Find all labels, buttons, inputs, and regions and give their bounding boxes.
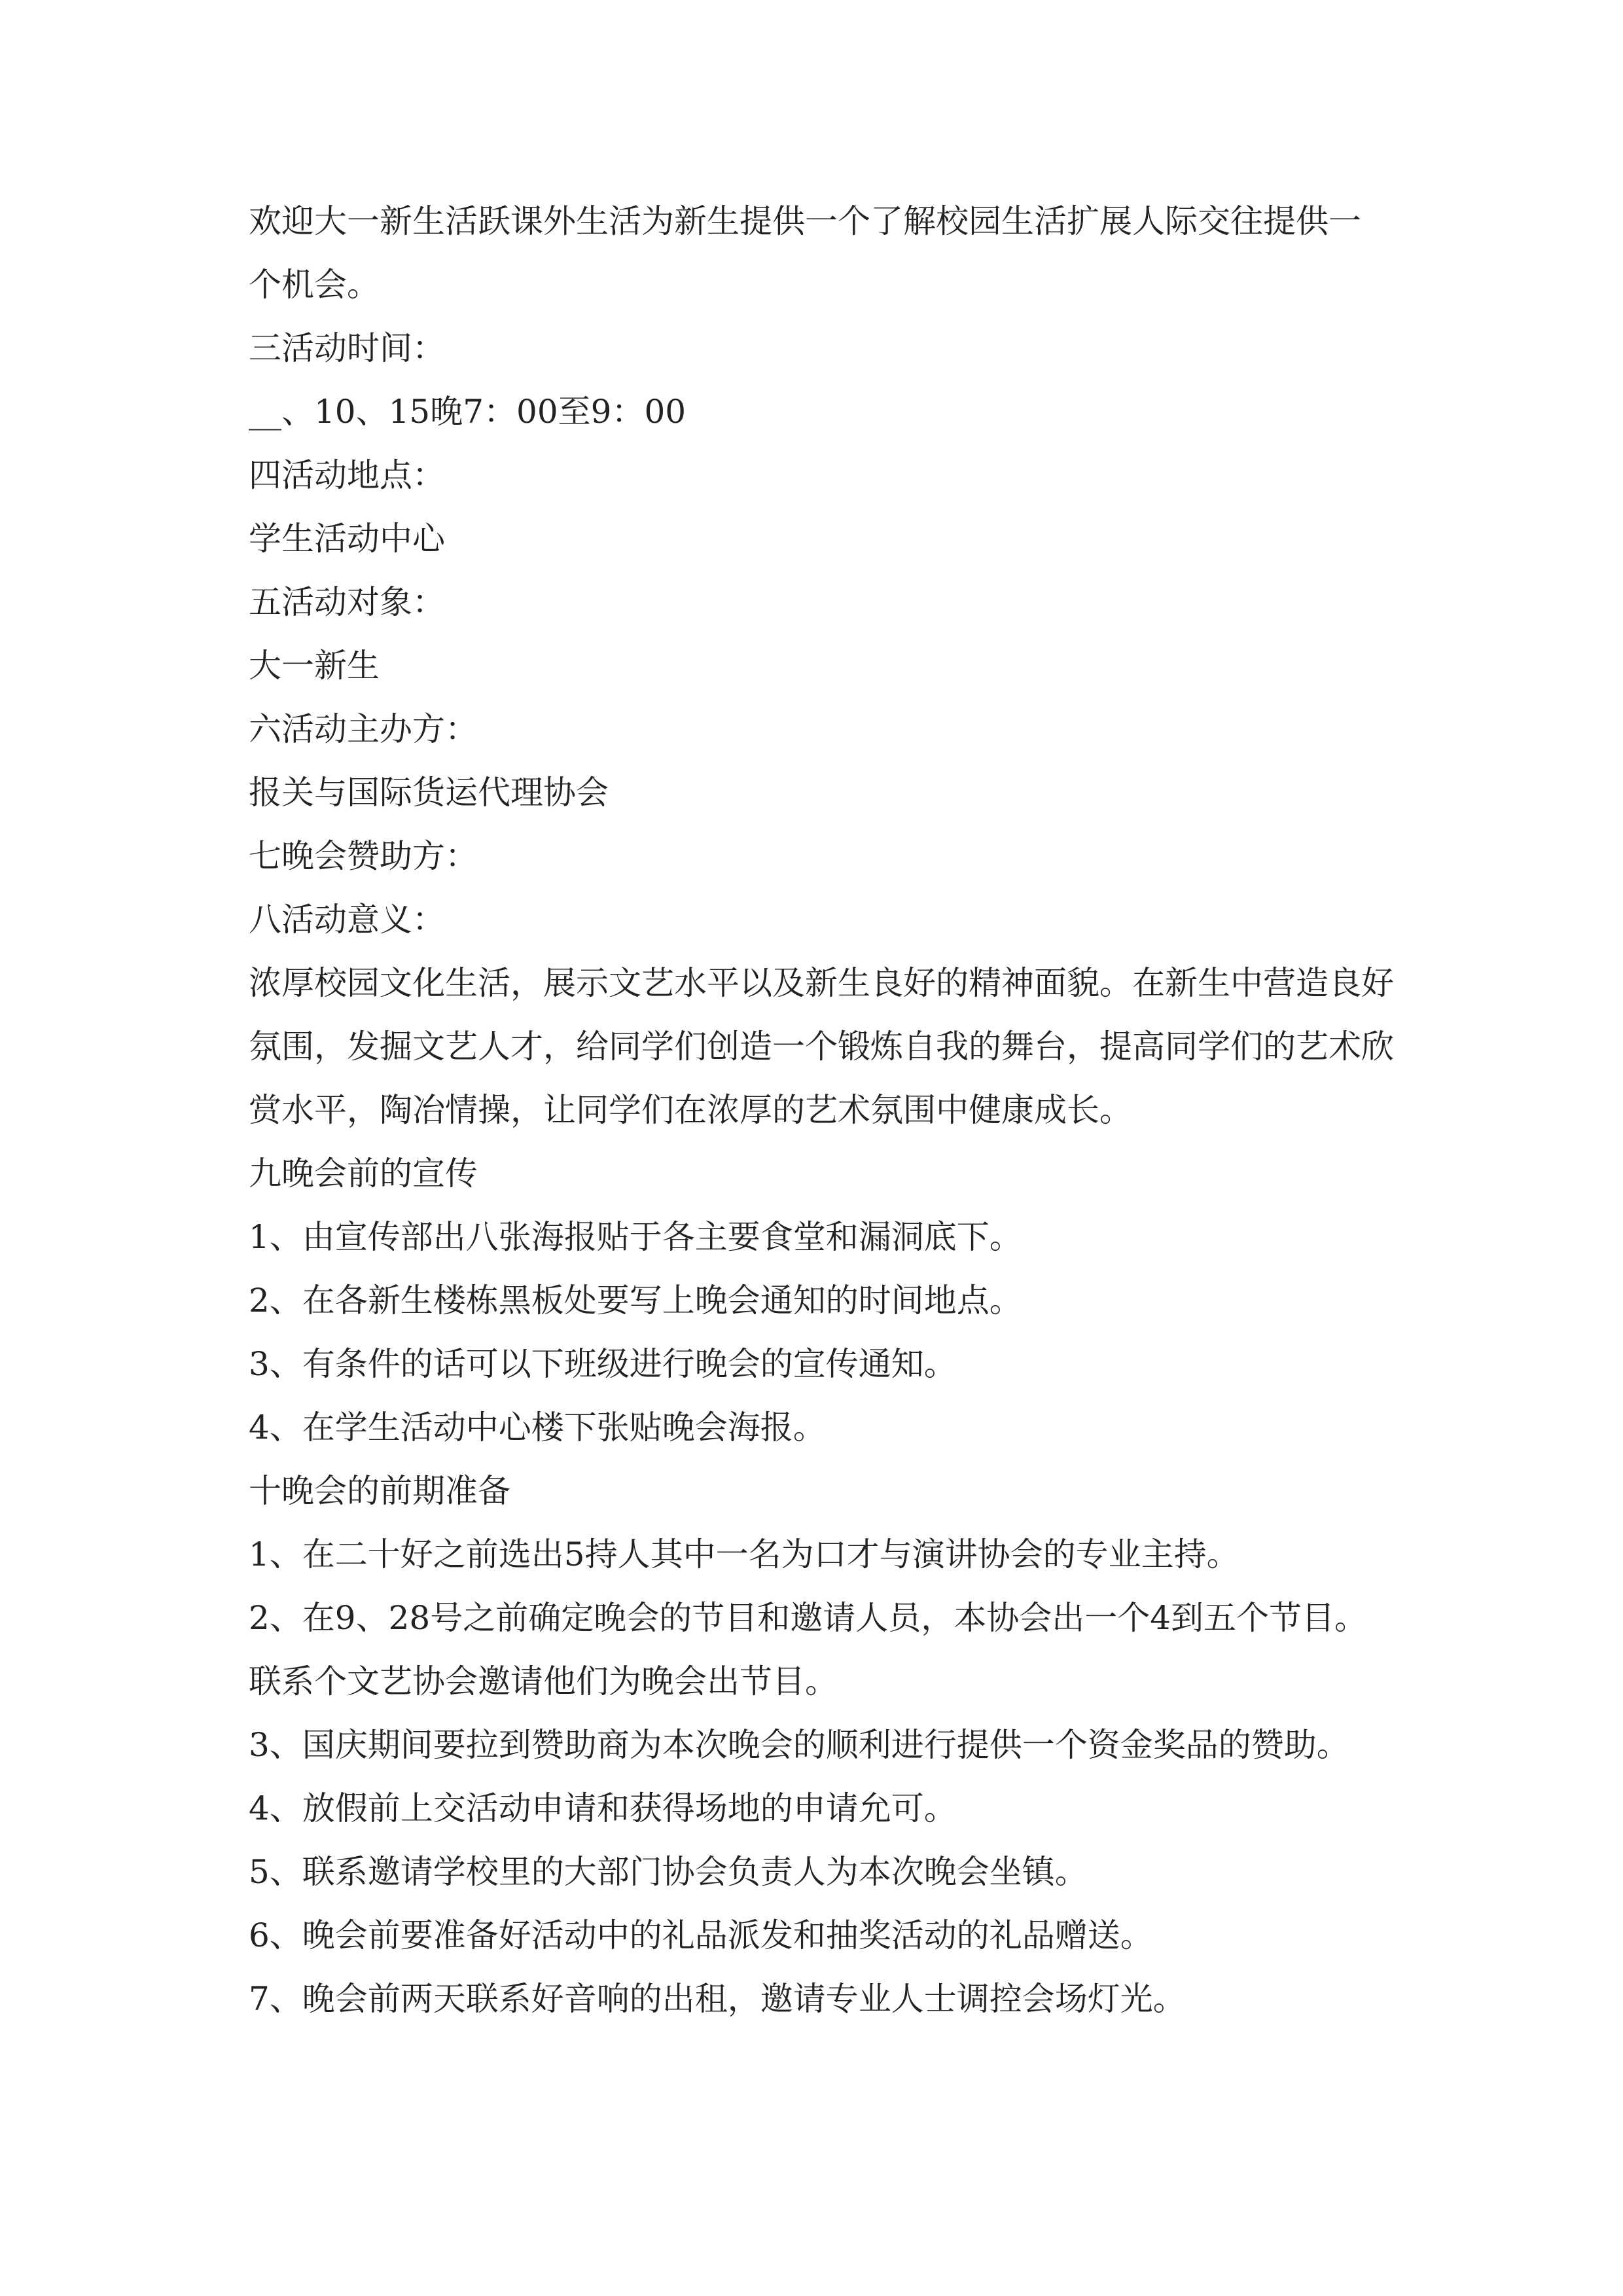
- publicity-item-3: 3、有条件的话可以下班级进行晚会的宣传通知。: [249, 1345, 957, 1383]
- section-heading-audience: 五活动对象：: [249, 583, 445, 621]
- significance-line-1: 浓厚校园文化生活，展示文艺水平以及新生良好的精神面貌。在新生中营造良好: [249, 964, 1394, 1002]
- preparation-item-2-continued: 联系个文艺协会邀请他们为晚会出节目。: [249, 1662, 838, 1700]
- preparation-item-5: 5、联系邀请学校里的大部门协会负责人为本次晚会坐镇。: [249, 1853, 1088, 1891]
- section-heading-publicity: 九晚会前的宣传: [249, 1155, 478, 1193]
- preparation-item-2: 2、在9、28号之前确定晚会的节目和邀请人员，本协会出一个4到五个节目。: [249, 1599, 1368, 1637]
- preparation-item-4: 4、放假前上交活动申请和获得场地的申请允可。: [249, 1789, 957, 1827]
- document-body: [249, 190, 1394, 2031]
- event-location: 学生活动中心: [249, 520, 445, 558]
- event-time: __、10、15晚7：00至9：00: [249, 393, 687, 431]
- section-heading-significance: 八活动意义：: [249, 901, 445, 939]
- event-organizer: 报关与国际货运代理协会: [249, 774, 609, 812]
- event-audience: 大一新生: [249, 647, 380, 685]
- significance-line-2: 氛围，发掘文艺人才，给同学们创造一个锻炼自我的舞台，提高同学们的艺术欣: [249, 1028, 1394, 1066]
- intro-line-1: 欢迎大一新生活跃课外生活为新生提供一个了解校园生活扩展人际交往提供一: [249, 202, 1361, 240]
- publicity-item-2: 2、在各新生楼栋黑板处要写上晚会通知的时间地点。: [249, 1282, 1022, 1319]
- publicity-item-4: 4、在学生活动中心楼下张贴晚会海报。: [249, 1408, 826, 1446]
- significance-line-3: 赏水平，陶冶情操，让同学们在浓厚的艺术氛围中健康成长。: [249, 1091, 1132, 1129]
- section-heading-preparation: 十晚会的前期准备: [249, 1472, 510, 1510]
- section-heading-time: 三活动时间：: [249, 329, 445, 367]
- preparation-item-1: 1、在二十好之前选出5持人其中一名为口才与演讲协会的专业主持。: [249, 1535, 1240, 1573]
- preparation-item-3: 3、国庆期间要拉到赞助商为本次晚会的顺利进行提供一个资金奖品的赞助。: [249, 1726, 1349, 1764]
- intro-line-2: 个机会。: [249, 266, 380, 304]
- preparation-item-7: 7、晚会前两天联系好音响的出租，邀请专业人士调控会场灯光。: [249, 1980, 1186, 2018]
- preparation-item-6: 6、晚会前要准备好活动中的礼品派发和抽奖活动的礼品赠送。: [249, 1916, 1153, 1954]
- section-heading-sponsor: 七晚会赞助方：: [249, 837, 478, 875]
- publicity-item-1: 1、由宣传部出八张海报贴于各主要食堂和漏洞底下。: [249, 1218, 1022, 1256]
- section-heading-location: 四活动地点：: [249, 456, 445, 494]
- section-heading-organizer: 六活动主办方：: [249, 710, 478, 748]
